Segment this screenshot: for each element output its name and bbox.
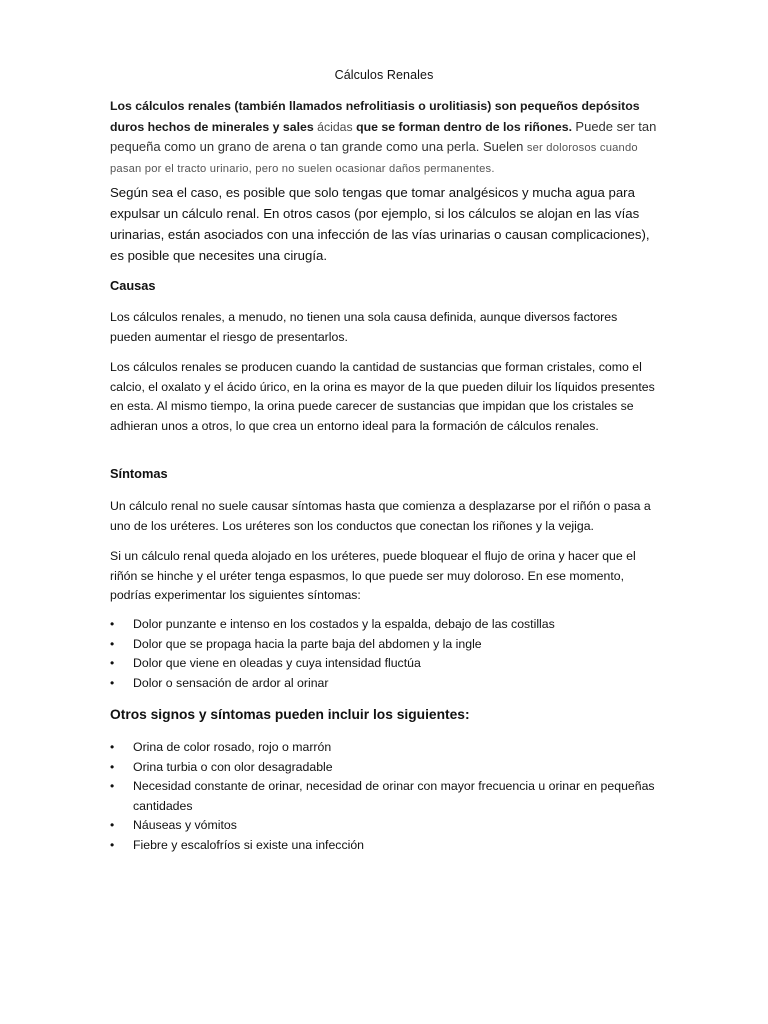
- intro-small-text: ser dolorosos cuando pasan por el tracto urinario, pero no suelen ocasionar daños permanentes.: [110, 142, 638, 175]
- list-item-text: Dolor o sensación de ardor al orinar: [133, 675, 329, 690]
- symptoms-paragraph-1: Un cálculo renal no suele causar síntomas hasta que comienza a desplazarse por el riñón o pasa a uno de los uréteres. Los uréteres son los conductos que conectan los riñones y la vejiga.: [110, 499, 651, 533]
- list-item: [110, 674, 660, 694]
- bullet-icon: •: [110, 617, 115, 631]
- list-item-text: Necesidad constante de orinar, necesidad de orinar con mayor frecuencia u orinar en pequeñas cantidades: [133, 779, 655, 813]
- other-symptoms-list: [110, 738, 660, 855]
- treatment-paragraph: Según sea el caso, es posible que solo tengas que tomar analgésicos y mucha agua para expulsar un cálculo renal. En otros casos (por ejemplo, si los cálculos se alojan en las vías urinarias, están asociados con una infección de las vías urinarias o causan complicaciones), es posible que necesites una cirugía.: [110, 185, 650, 263]
- bullet-icon: •: [110, 837, 115, 852]
- bullet-icon: •: [110, 636, 115, 651]
- causes-heading: Causas: [110, 278, 156, 293]
- causes-paragraph-1: Los cálculos renales, a menudo, no tienen una sola causa definida, aunque diversos factores pueden aumentar el riesgo de presentarlos.: [110, 310, 618, 344]
- symptoms-list: [110, 615, 660, 693]
- symptoms-paragraph-2: Si un cálculo renal queda alojado en los uréteres, puede bloquear el flujo de orina y hacer que el riñón se hinche y el uréter tenga espasmos, lo que puede ser muy doloroso. En ese momento, podrías experimentar los siguientes síntomas:: [110, 549, 636, 602]
- list-item: [110, 758, 660, 778]
- bullet-icon: •: [110, 656, 115, 670]
- other-symptoms-heading: Otros signos y síntomas pueden incluir los siguientes:: [110, 707, 470, 722]
- list-item: [110, 615, 660, 635]
- list-item-text: Fiebre y escalofríos si existe una infección: [133, 837, 365, 852]
- list-item-text: Náuseas y vómitos: [133, 818, 237, 832]
- list-item: [110, 836, 660, 856]
- bullet-icon: •: [110, 818, 115, 832]
- list-item-text: Dolor que se propaga hacia la parte baja del abdomen y la ingle: [133, 636, 482, 651]
- list-item: [110, 635, 660, 655]
- bullet-icon: •: [110, 740, 115, 754]
- causes-paragraph-2: Los cálculos renales se producen cuando la cantidad de sustancias que forman cristales, como el calcio, el oxalato y el ácido úrico, en la orina es mayor de la que pueden diluir los líquidos presentes en esta. Al mismo tiempo, la orina puede carecer de sustancias que impidan que los cristales se adhieran unos a otros, lo que crea un entorno ideal para la formación de cálculos renales.: [110, 360, 655, 433]
- list-item: [110, 816, 660, 836]
- list-item: [110, 654, 660, 674]
- list-item-text: Dolor punzante e intenso en los costados y la espalda, debajo de las costillas: [133, 617, 555, 631]
- list-item-text: Orina turbia o con olor desagradable: [133, 759, 333, 774]
- intro-paragraph: [110, 97, 658, 179]
- intro-bold-tail: que se forman dentro de los riñones.: [356, 119, 572, 134]
- symptoms-heading: Síntomas: [110, 466, 168, 481]
- intro-acid-word: ácidas: [317, 119, 353, 134]
- list-item: [110, 738, 660, 758]
- document-title: Cálculos Renales: [334, 68, 434, 82]
- list-item-text: Dolor que viene en oleadas y cuya intensidad fluctúa: [133, 656, 421, 670]
- list-item-text: Orina de color rosado, rojo o marrón: [133, 740, 332, 754]
- bullet-icon: •: [110, 779, 115, 793]
- intro-bold-text: Los cálculos renales (también llamados nefrolitiasis o urolitiasis) son pequeños depósitos duros hechos de minerales y sales: [110, 99, 640, 134]
- bullet-icon: •: [110, 675, 115, 690]
- bullet-icon: •: [110, 759, 115, 774]
- intro-medium-text: Puede ser tan pequeña como un grano de arena o tan grande como una perla. Suelen: [110, 118, 657, 154]
- list-item: [110, 777, 660, 816]
